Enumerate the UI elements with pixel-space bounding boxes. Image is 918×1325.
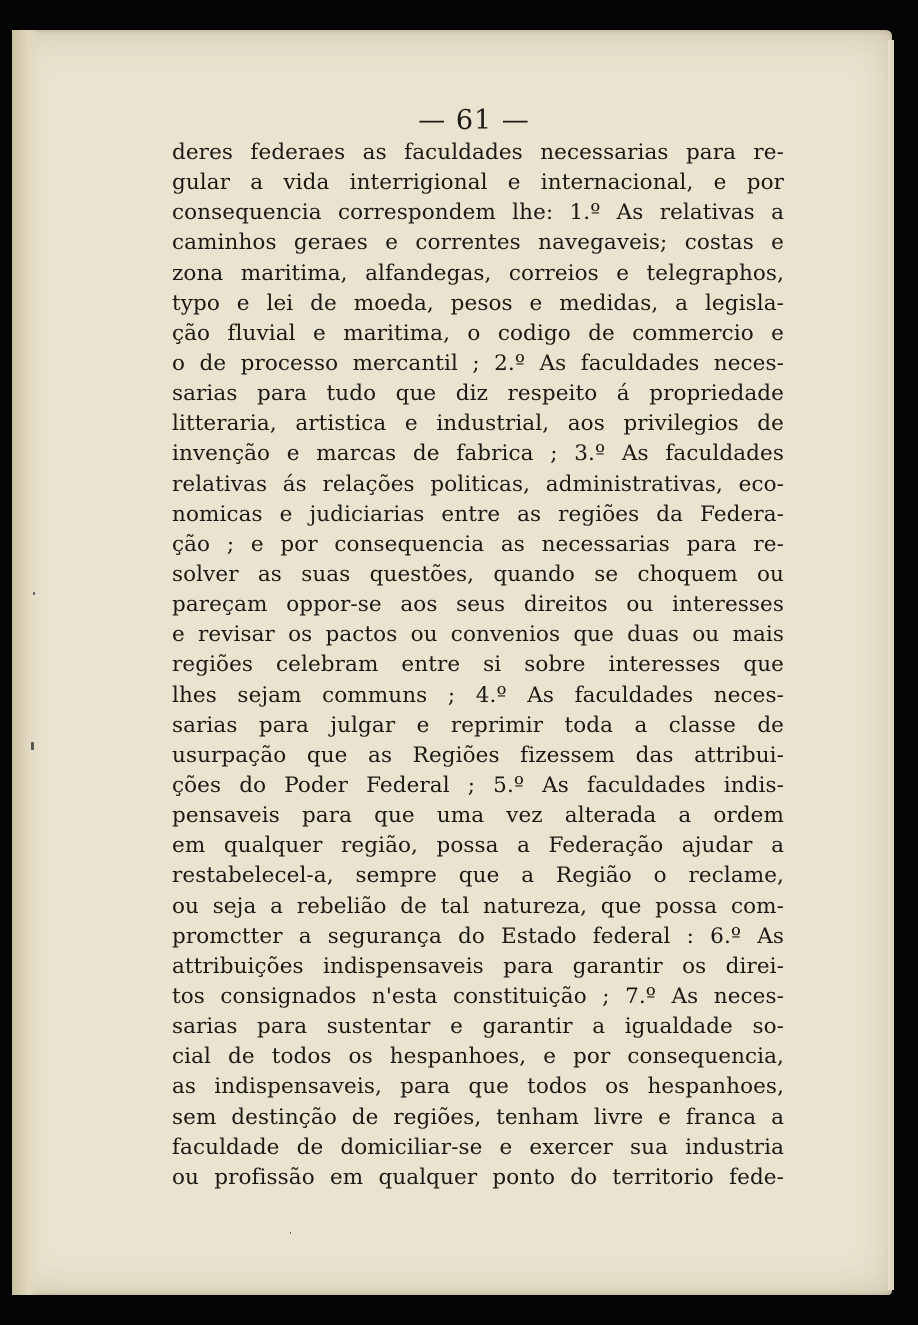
ink-speck	[31, 742, 34, 750]
text-line: faculdade de domiciliar-se e exercer sua industria	[172, 1134, 784, 1160]
text-line: litteraria, artistica e industrial, aos privilegios de	[172, 411, 784, 437]
text-line: deres federaes as faculdades necessarias para re-	[172, 140, 784, 165]
text-line: as indispensaveis, para que todos os hespanhoes,	[172, 1074, 784, 1100]
ink-speck	[33, 592, 35, 595]
text-line: sem destinção de regiões, tenham livre e franca a	[172, 1104, 784, 1130]
text-line: relativas ás relações politicas, administrativas, eco-	[172, 471, 784, 497]
body-text	[172, 138, 784, 1193]
text-line: invenção e marcas de fabrica ; 3.º As faculdades	[172, 441, 784, 467]
text-line: ções do Poder Federal ; 5.º As faculdades indis-	[172, 772, 784, 798]
text-line: pareçam oppor-se aos seus direitos ou interesses	[172, 592, 784, 618]
text-line: e revisar os pactos ou convenios que duas ou mais	[172, 622, 784, 648]
page-edge	[888, 40, 894, 1290]
text-line: sarias para sustentar e garantir a igualdade so-	[172, 1014, 784, 1040]
text-line: cial de todos os hespanhoes, e por consequencia,	[172, 1044, 784, 1070]
text-line: attribuições indispensaveis para garantir os direi-	[172, 953, 784, 979]
text-line: em qualquer região, possa a Federação ajudar a	[172, 833, 784, 859]
text-line: ou seja a rebelião de tal natureza, que possa com-	[172, 893, 784, 919]
text-line: o de processo mercantil ; 2.º As faculdades neces-	[172, 350, 784, 376]
text-line: usurpação que as Regiões fizessem das attribui-	[172, 742, 784, 768]
text-line: sarias para tudo que diz respeito á propriedade	[172, 381, 784, 407]
page-number: — 61 —	[418, 105, 530, 136]
text-line: ção ; e por consequencia as necessarias para re-	[172, 531, 784, 557]
binding-gutter	[12, 30, 40, 1295]
text-line: ção fluvial e maritima, o codigo de commercio e	[172, 320, 784, 346]
text-line: tos consignados n'esta constituição ; 7.º As neces-	[172, 983, 784, 1009]
text-line: ou profissão em qualquer ponto do territorio fede-	[172, 1164, 784, 1190]
text-line: zona maritima, alfandegas, correios e telegraphos,	[172, 260, 784, 286]
text-line: gular a vida interrigional e internacional, e por	[172, 170, 784, 196]
text-line: pensaveis para que uma vez alterada a ordem	[172, 803, 784, 829]
text-line: regiões celebram entre si sobre interesses que	[172, 652, 784, 678]
text-line: restabelecel-a, sempre que a Região o reclame,	[172, 863, 784, 889]
text-line: nomicas e judiciarias entre as regiões da Federa-	[172, 501, 784, 527]
text-line: sarias para julgar e reprimir toda a classe de	[172, 712, 784, 738]
text-line: caminhos geraes e correntes navegaveis; costas e	[172, 230, 784, 256]
ink-speck	[290, 1232, 291, 1234]
text-line: typo e lei de moeda, pesos e medidas, a legisla-	[172, 290, 784, 316]
text-line: lhes sejam communs ; 4.º As faculdades neces-	[172, 682, 784, 708]
text-line: solver as suas questões, quando se choquem ou	[172, 561, 784, 587]
text-line: promctter a segurança do Estado federal : 6.º As	[172, 923, 784, 949]
text-line: consequencia correspondem lhe: 1.º As relativas a	[172, 200, 784, 226]
